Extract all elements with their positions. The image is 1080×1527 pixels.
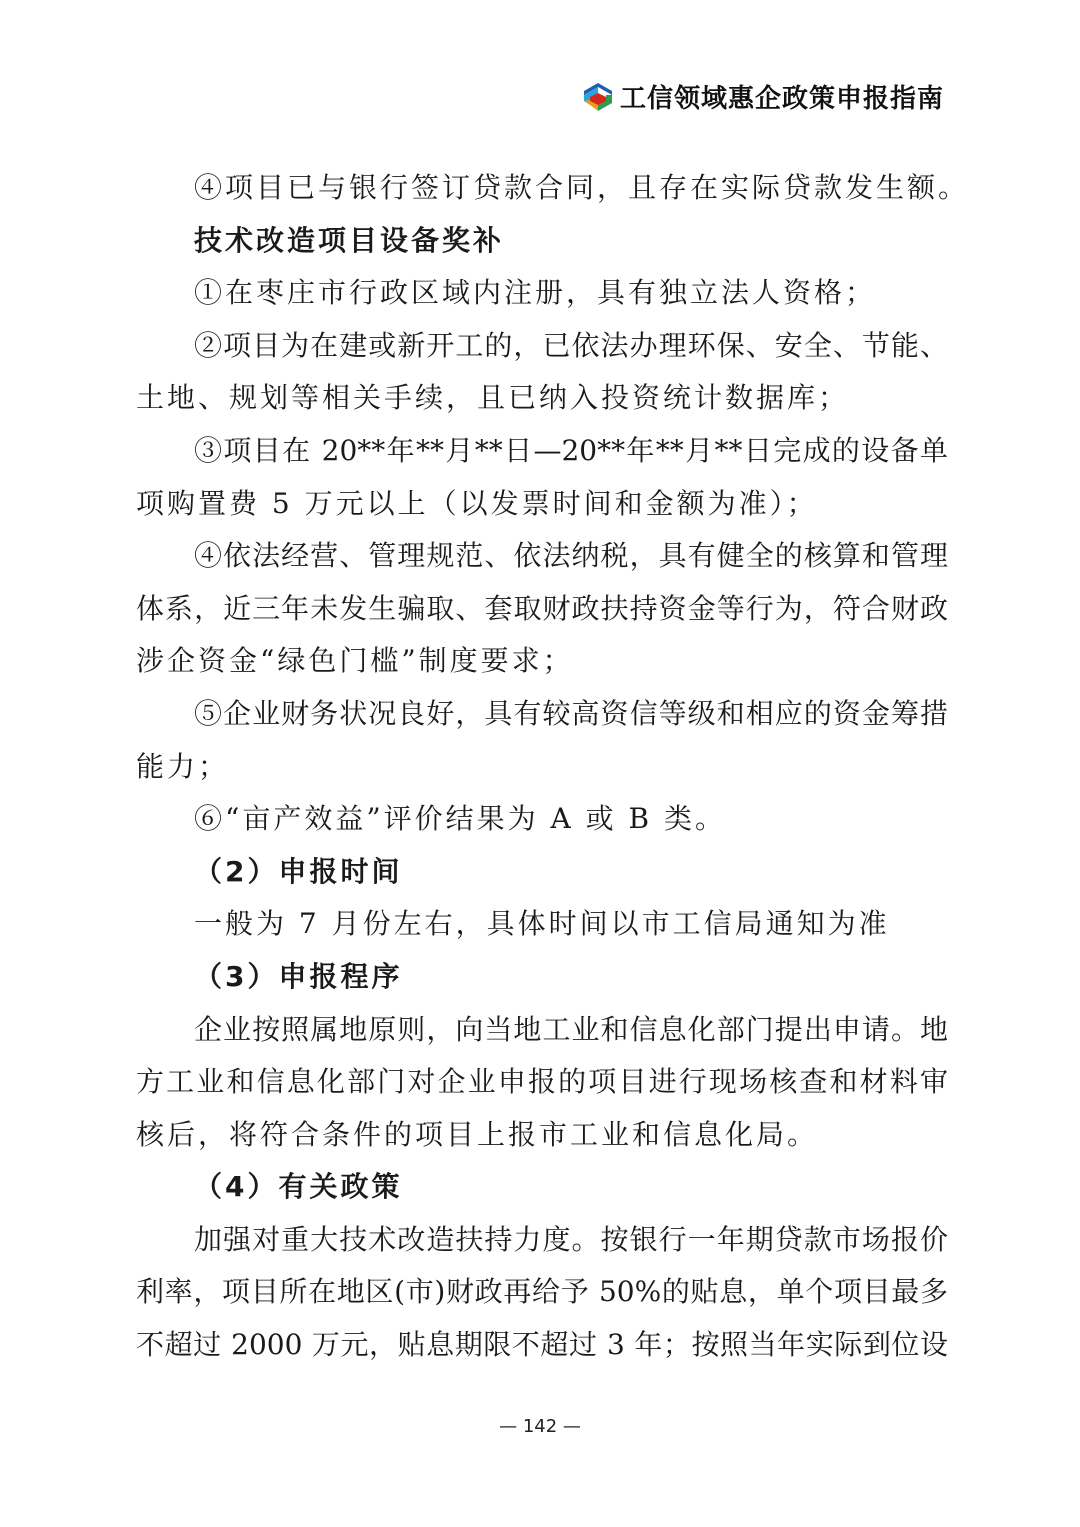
text-line: 能力；	[136, 749, 230, 783]
text-line: 企业按照属地原则，向当地工业和信息化部门提出申请。地	[194, 1012, 948, 1046]
text-line: ④依法经营、管理规范、依法纳税，具有健全的核算和管理	[194, 539, 948, 573]
document-title: 工信领域惠企政策申报指南	[619, 84, 944, 114]
document-body	[136, 162, 970, 1372]
section-heading: （2）申报时间	[194, 854, 403, 888]
text-line: 涉企资金“绿色门槛”制度要求；	[136, 644, 574, 678]
text-line: 核后，将符合条件的项目上报市工业和信息化局。	[136, 1117, 819, 1151]
page-number: — 142 —	[499, 1416, 581, 1437]
text-line: 加强对重大技术改造扶持力度。按银行一年期贷款市场报价	[194, 1222, 948, 1256]
text-line: 不超过 2000 万元，贴息期限不超过 3 年；按照当年实际到位设	[136, 1328, 948, 1362]
text-line: 一般为 7 月份左右，具体时间以市工信局通知为准	[194, 907, 890, 941]
text-line: 方工业和信息化部门对企业申报的项目进行现场核查和材料审	[136, 1065, 948, 1099]
page-header	[582, 78, 944, 115]
text-line: 利率，项目所在地区(市)财政再给予 50%的贴息，单个项目最多	[136, 1275, 948, 1309]
logo-icon	[582, 81, 614, 113]
text-line: ⑤企业财务状况良好，具有较高资信等级和相应的资金筹措	[194, 696, 948, 730]
section-heading: （4）有关政策	[194, 1170, 403, 1204]
text-line: ②项目为在建或新开工的，已依法办理环保、安全、节能、	[194, 328, 948, 362]
text-line: 土地、规划等相关手续，且已纳入投资统计数据库；	[136, 381, 850, 415]
text-line: 项购置费 5 万元以上（以发票时间和金额为准）；	[136, 486, 818, 520]
section-heading: 技术改造项目设备奖补	[194, 223, 505, 257]
text-line: ①在枣庄市行政区域内注册，具有独立法人资格；	[194, 276, 877, 310]
text-line: ③项目在 20**年**月**日—20**年**月**日完成的设备单	[194, 433, 948, 467]
section-heading: （3）申报程序	[194, 959, 403, 993]
text-line: ④项目已与银行签订贷款合同，且存在实际贷款发生额。	[194, 171, 970, 204]
text-line: 体系，近三年未发生骗取、套取财政扶持资金等行为，符合财政	[136, 591, 948, 625]
text-line: ⑥“亩产效益”评价结果为 A 或 B 类。	[194, 802, 727, 836]
